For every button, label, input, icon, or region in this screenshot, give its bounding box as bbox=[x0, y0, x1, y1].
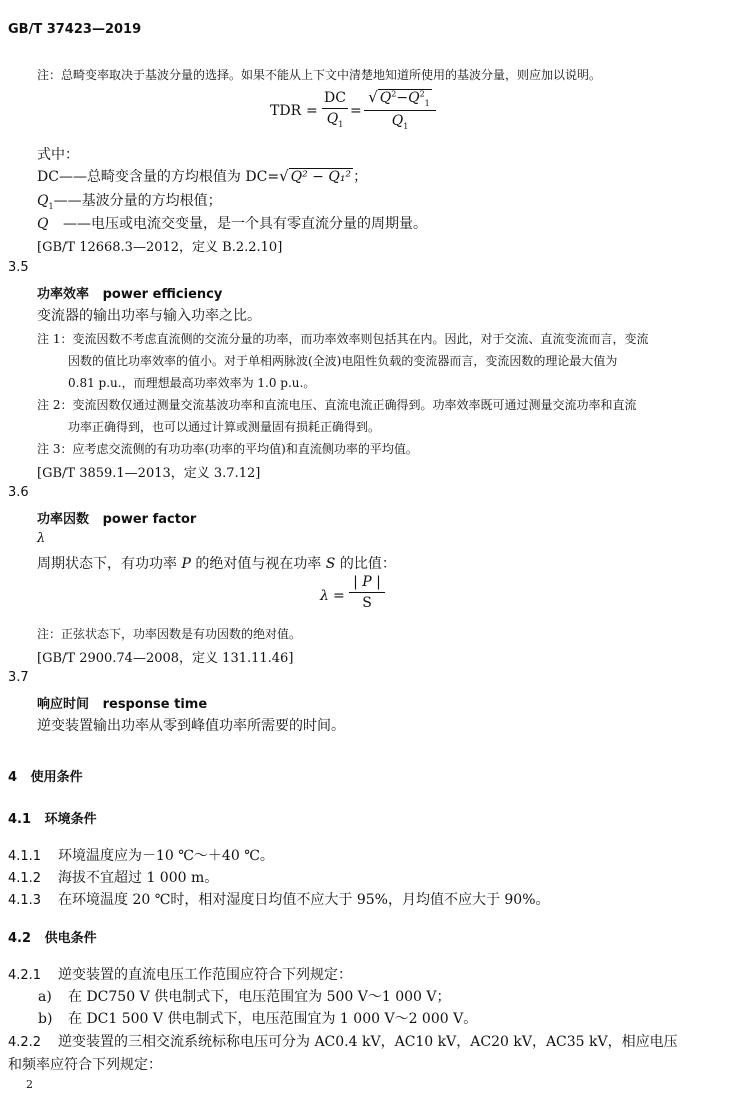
note3-3-5 bbox=[37, 440, 418, 457]
term-3-6-cn: 功率因数 bbox=[37, 512, 90, 527]
def-q1-sub: 1 bbox=[48, 201, 54, 211]
clause-4-2-2-number: 4.2.2 bbox=[8, 1035, 42, 1050]
def-dc-radicand: Q² − Q₁² bbox=[290, 169, 352, 185]
definition-3-5: 变流器的输出功率与输入功率之比。 bbox=[37, 308, 261, 324]
chapter-4-title: 使用条件 bbox=[30, 770, 83, 785]
where-label: 式中： bbox=[37, 147, 79, 163]
tdr-fraction-2: √ $Q^2-Q^2_1$ $Q_1$ bbox=[364, 88, 436, 131]
clause-4-1-2 bbox=[8, 867, 218, 887]
section-4-2-number: 4.2 bbox=[8, 931, 32, 946]
list-item-b-text: 在 DC1 500 V 供电制式下，电压范围宜为 1 000 V～2 000 V。 bbox=[68, 1011, 478, 1027]
clause-4-1-1 bbox=[8, 845, 274, 865]
list-item-a-text: 在 DC750 V 供电制式下，电压范围宜为 500 V～1 000 V； bbox=[68, 989, 451, 1005]
lambda-eq: = bbox=[333, 588, 345, 604]
list-item-b bbox=[38, 1008, 477, 1028]
clause-4-1-1-text: 环境温度应为－10 ℃～＋40 ℃。 bbox=[58, 848, 274, 864]
clause-4-1-3-text: 在环境温度 20 ℃时，相对湿度日均值不应大于 95%，月均值不应大于 90%。 bbox=[58, 892, 550, 908]
tdr-den2: Q bbox=[391, 112, 404, 129]
tdr-num2-q1-exp: 2 bbox=[419, 89, 425, 99]
section-4-1-number: 4.1 bbox=[8, 812, 32, 827]
term-3-7-en: response time bbox=[102, 697, 208, 712]
source-3-4: [GB/T 12668.3—2012，定义 B.2.2.10] bbox=[37, 240, 283, 255]
definition-3-7: 逆变装置输出功率从零到峰值功率所需要的时间。 bbox=[37, 718, 345, 734]
def-q1 bbox=[37, 190, 222, 211]
clause-4-1-2-number: 4.1.2 bbox=[8, 871, 42, 886]
term-3-6 bbox=[37, 508, 196, 527]
tdr-den1-sub: 1 bbox=[338, 119, 344, 129]
term-3-5-cn: 功率效率 bbox=[37, 287, 90, 302]
clause-number-3-5: 3.5 bbox=[8, 260, 29, 275]
def-dc: DC——总畸变含量的方均根值为 DC=√ Q² − Q₁² ； bbox=[37, 167, 368, 185]
term-3-5 bbox=[37, 283, 222, 302]
tdr-num2-minus: − bbox=[396, 90, 409, 106]
note1-3-5-line2: 因数的值比功率效率的值小。对于单相两脉波(全波)电阻性负载的变流器而言，变流因数的理论最大值为 bbox=[68, 354, 618, 368]
tdr-eq2: = bbox=[350, 103, 362, 119]
clause-number-3-7: 3.7 bbox=[8, 670, 29, 685]
tdr-num2-q1-sub: 1 bbox=[424, 98, 430, 108]
lambda-den: S bbox=[362, 595, 372, 611]
clause-4-2-2-text1: 逆变装置的三相交流系统标称电压可分为 AC0.4 kV，AC10 kV，AC20 kV，AC35 kV，相应电压 bbox=[58, 1034, 678, 1050]
section-4-1-title: 环境条件 bbox=[44, 812, 97, 827]
tdr-fraction-1 bbox=[322, 90, 348, 129]
clause-4-1-1-number: 4.1.1 bbox=[8, 849, 42, 864]
note2-line1-text: 变流因数仅通过测量交流基波功率和直流电压、直流电流正确得到。功率效率既可通过测量交流功率和直流 bbox=[72, 398, 637, 412]
clause-4-2-1-text: 逆变装置的直流电压工作范围应符合下列规定： bbox=[58, 967, 352, 983]
def-q-symbol: Q bbox=[37, 216, 49, 232]
tdr-den1: Q bbox=[326, 111, 339, 127]
def-dc-text: ——总畸变含量的方均根值为 DC= bbox=[58, 169, 280, 185]
section-4-2-title: 供电条件 bbox=[44, 931, 97, 946]
def-dc-end: ； bbox=[353, 169, 368, 185]
def-q bbox=[37, 213, 427, 233]
def-q1-symbol: Q bbox=[37, 193, 49, 209]
def-q1-text: ——基波分量的方均根值； bbox=[53, 193, 222, 209]
tdr-num1: DC bbox=[324, 90, 346, 106]
def36-mid: 的绝对值与视在功率 bbox=[190, 556, 326, 572]
tdr-num2-q1: Q bbox=[408, 90, 420, 106]
definition-3-6 bbox=[37, 553, 396, 573]
source-3-5: [GB/T 3859.1—2013，定义 3.7.12] bbox=[37, 466, 261, 481]
tdr-eq1: = bbox=[306, 103, 318, 119]
note3-label: 注 3： bbox=[37, 442, 73, 456]
note1-3-5-line3: 0.81 p.u.，而理想最高功率效率为 1.0 p.u.。 bbox=[68, 376, 316, 390]
note1-line1-text: 变流因数不考虑直流侧的交流分量的功率，而功率效率则包括其在内。因此，对于交流、直流变流而言，变流 bbox=[72, 332, 649, 346]
clause-number-3-6: 3.6 bbox=[8, 485, 29, 500]
lambda-lhs: λ bbox=[320, 588, 329, 604]
chapter-4-number: 4 bbox=[8, 770, 18, 785]
clause-4-1-2-text: 海拔不宜超过 1 000 m。 bbox=[58, 870, 219, 886]
note1-3-5-line1 bbox=[37, 330, 648, 347]
term-3-6-en: power factor bbox=[102, 512, 197, 527]
note3-text: 应考虑交流侧的有功功率(功率的平均值)和直流侧功率的平均值。 bbox=[72, 442, 418, 456]
term-3-5-en: power efficiency bbox=[102, 287, 223, 302]
note-tdr: 注：总畸变率取决于基波分量的选择。如果不能从上下文中清楚地知道所使用的基波分量，则应加以说明。 bbox=[37, 68, 602, 82]
def-q-text: ——电压或电流交变量，是一个具有零直流分量的周期量。 bbox=[63, 216, 427, 232]
note2-3-5-line2: 功率正确得到，也可以通过计算或测量固有损耗正确得到。 bbox=[68, 420, 381, 434]
term-3-7-cn: 响应时间 bbox=[37, 697, 90, 712]
list-item-a bbox=[38, 986, 451, 1006]
section-4-2-heading bbox=[8, 927, 97, 946]
standard-code-header: GB/T 37423—2019 bbox=[8, 22, 142, 37]
def36-s: S bbox=[325, 556, 336, 572]
def36-p: P bbox=[181, 556, 191, 572]
lambda-num: | P | bbox=[353, 574, 381, 590]
note-3-6: 注：正弦状态下，功率因数是有功因数的绝对值。 bbox=[37, 627, 302, 641]
def-dc-symbol: DC bbox=[37, 169, 59, 185]
clause-4-2-1 bbox=[8, 964, 352, 984]
clause-4-1-3 bbox=[8, 889, 550, 909]
note2-3-5-line1 bbox=[37, 396, 636, 413]
def36-pre: 周期状态下，有功功率 bbox=[37, 556, 182, 572]
source-3-6: [GB/T 2900.74—2008，定义 131.11.46] bbox=[37, 651, 294, 666]
tdr-den2-sub: 1 bbox=[403, 121, 409, 131]
page-number: 2 bbox=[26, 1078, 33, 1091]
lambda-fraction bbox=[349, 574, 385, 611]
note1-label: 注 1： bbox=[37, 332, 73, 346]
tdr-num2-q: Q bbox=[379, 90, 392, 106]
term-3-7 bbox=[37, 693, 207, 712]
section-4-1-heading bbox=[8, 808, 97, 827]
clause-4-1-3-number: 4.1.3 bbox=[8, 893, 42, 908]
def36-end: 的比值： bbox=[335, 556, 396, 572]
list-item-a-label: a) bbox=[38, 989, 52, 1005]
tdr-num2-exp: 2 bbox=[391, 89, 397, 99]
symbol-lambda: λ bbox=[37, 531, 46, 546]
tdr-lhs: TDR bbox=[270, 103, 302, 119]
chapter-4-heading bbox=[8, 766, 83, 785]
list-item-b-label: b) bbox=[38, 1011, 53, 1027]
clause-4-2-2-line1 bbox=[8, 1031, 678, 1051]
clause-4-2-2-line2: 和频率应符合下列规定： bbox=[8, 1057, 162, 1073]
note2-label: 注 2： bbox=[37, 398, 73, 412]
clause-4-2-1-number: 4.2.1 bbox=[8, 968, 42, 983]
